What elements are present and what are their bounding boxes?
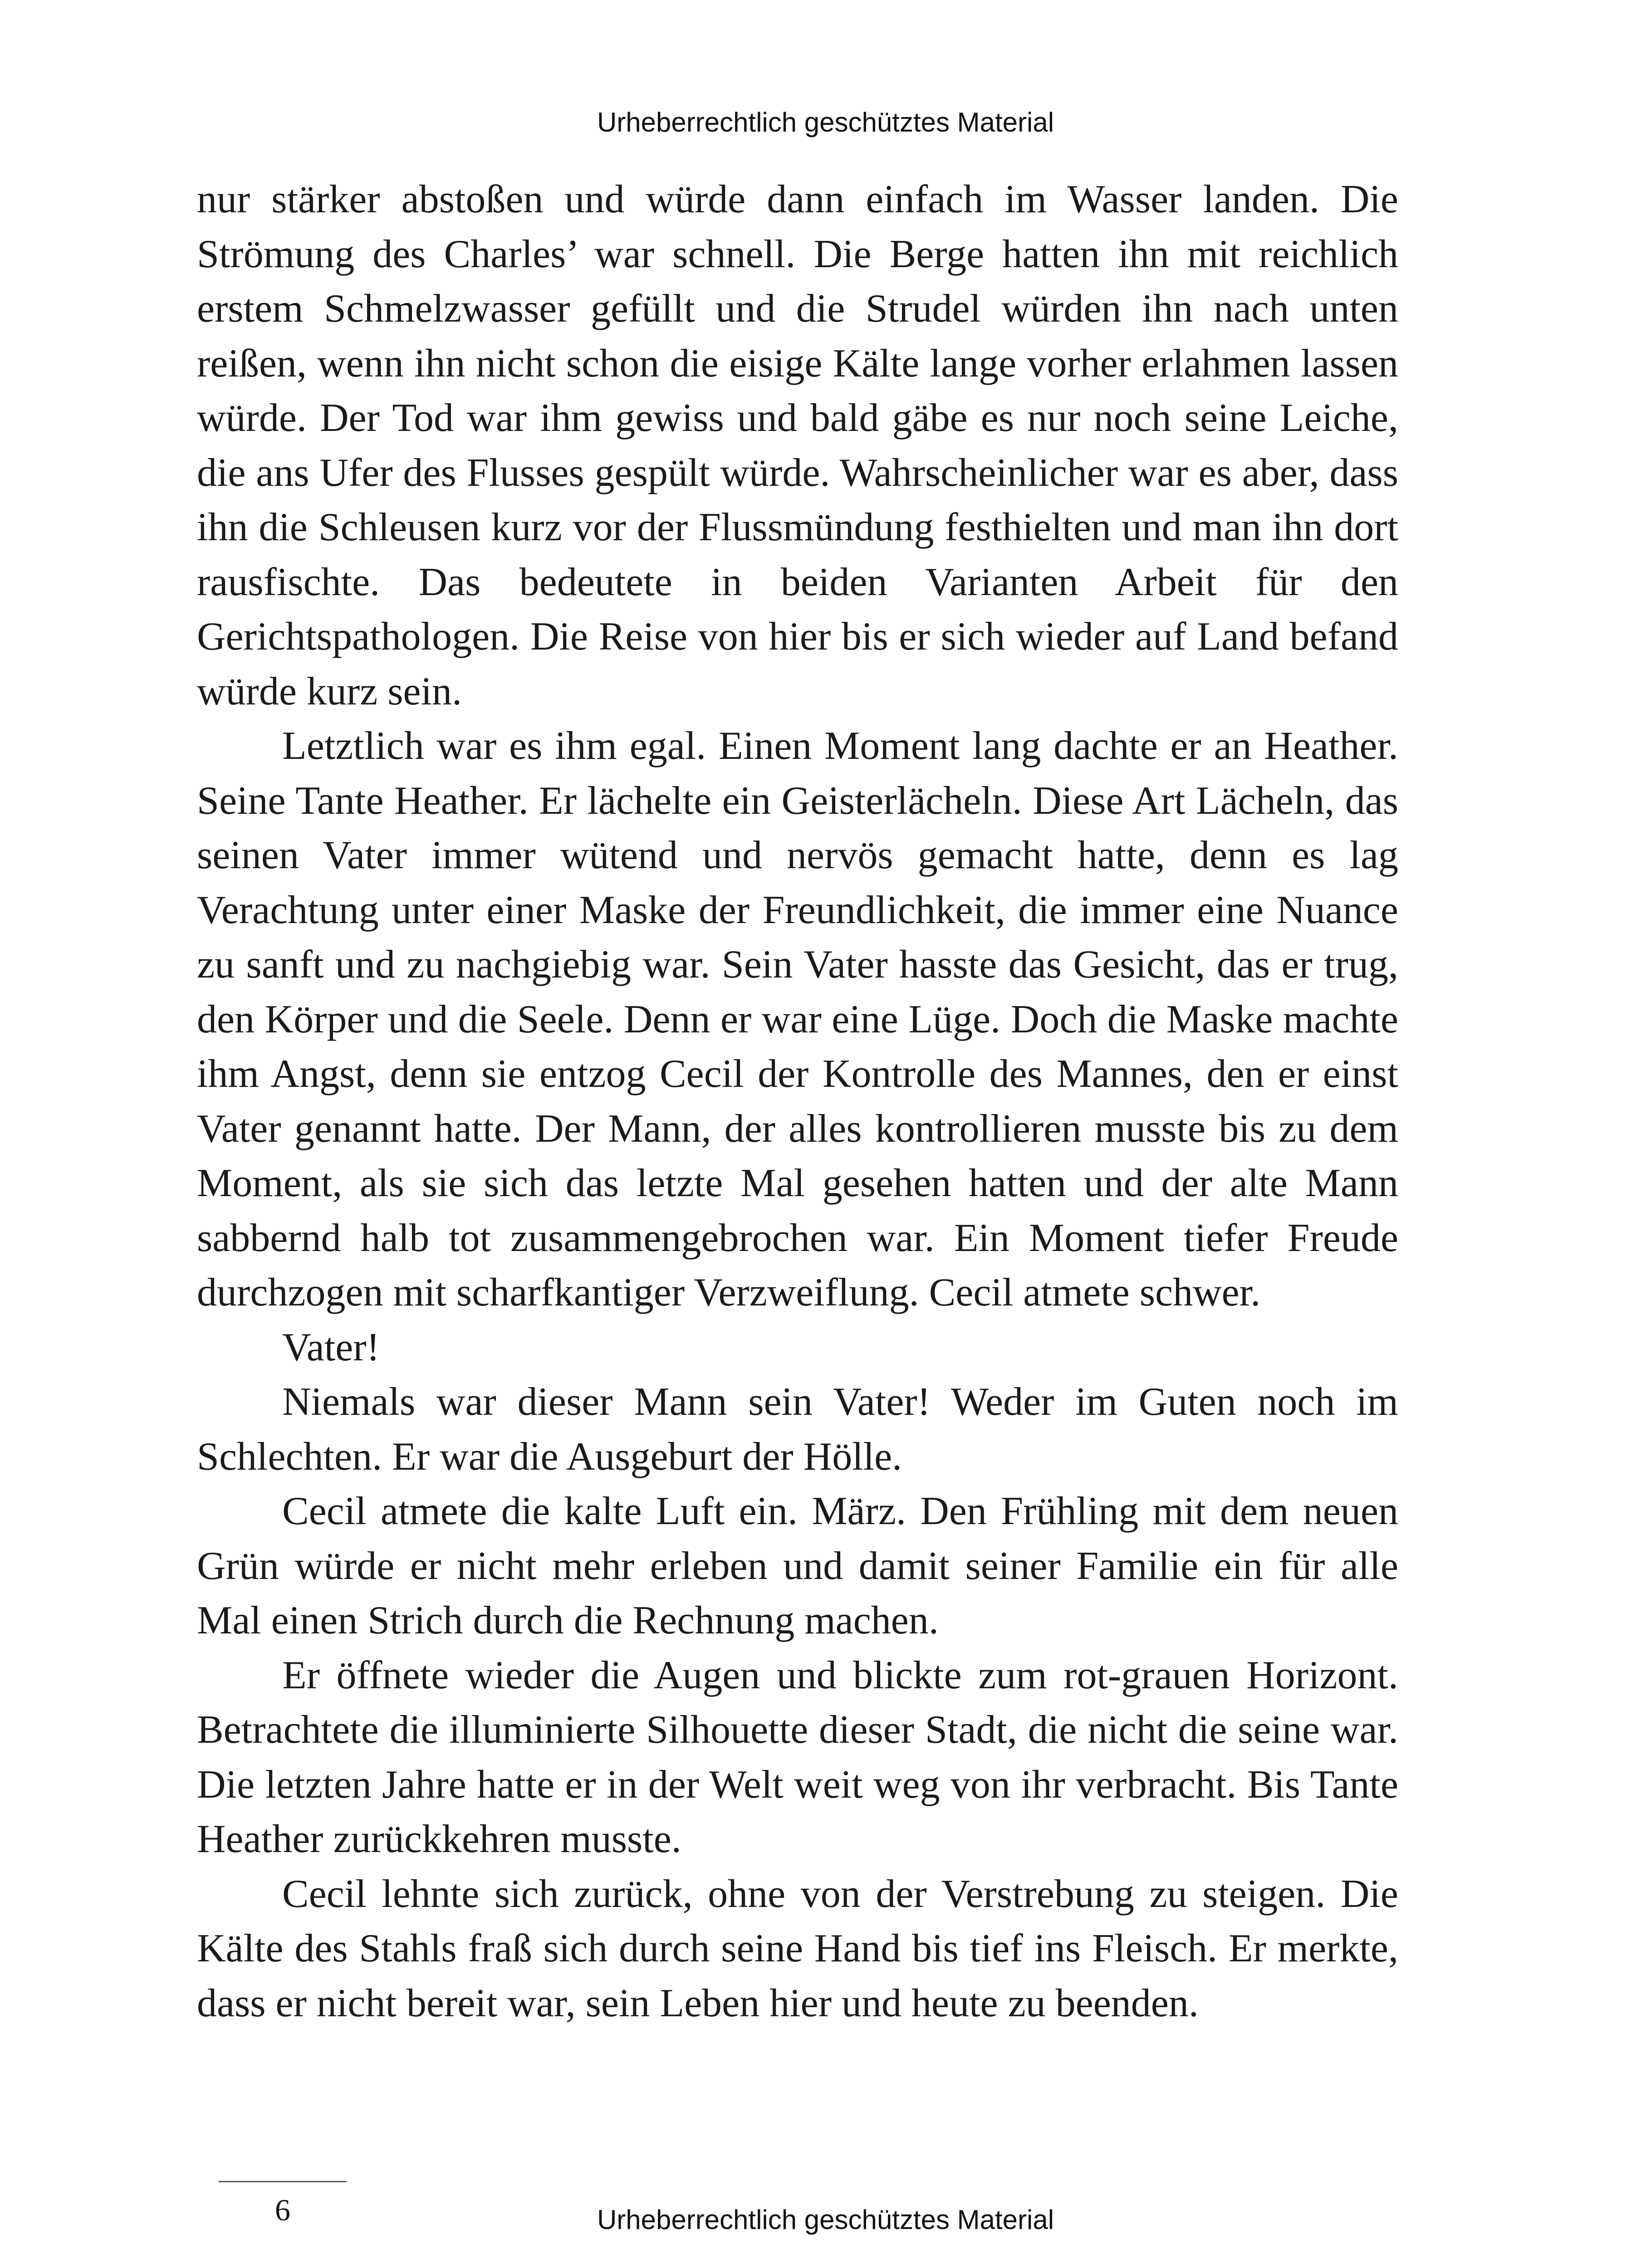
paragraph-7: Cecil lehnte sich zurück, ohne von der Verstrebung zu steigen. Die Kälte des Stahls fraß sich durch seine Hand bis tief ins Fleisch. Er merkte, dass er nicht bereit war, sein Leben hier und heute zu beenden.	[197, 1872, 1398, 2025]
copyright-watermark-top: Urheberrechtlich geschütztes Material	[597, 107, 1054, 137]
footer-rule	[219, 2181, 347, 2182]
paragraph-5: Cecil atmete die kalte Luft ein. März. Den Frühling mit dem neuen Grün würde er nicht mehr erleben und damit seiner Familie ein für alle Mal einen Strich durch die Rechnung machen.	[197, 1489, 1398, 1642]
paragraph-3: Vater!	[282, 1325, 380, 1369]
paragraph-2: Letztlich war es ihm egal. Einen Moment lang dachte er an Heather. Seine Tante Heather. Er lächelte ein Geisterlächeln. Diese Art Lächeln, das seinen Vater immer wütend und nervös gemacht hatte, denn es lag Verachtung unter einer Maske der Freundlichkeit, die immer eine Nuance zu sanft und zu nachgiebig war. Sein Vater hasste das Gesicht, das er trug, den Körper und die Seele. Denn er war eine Lüge. Doch die Maske machte ihm Angst, denn sie entzog Cecil der Kontrolle des Mannes, den er einst Vater genannt hatte. Der Mann, der alles kontrollieren musste bis zu dem Moment, als sie sich das letzte Mal gesehen hatten und der alte Mann sabbernd halb tot zusammengebrochen war. Ein Moment tiefer Freude durchzogen mit scharfkantiger Verzweiflung. Cecil atmete schwer.	[197, 724, 1398, 1315]
page-body-text	[197, 172, 1398, 2031]
page-number: 6	[275, 2193, 290, 2227]
paragraph-4: Niemals war dieser Mann sein Vater! Weder im Guten noch im Schlechten. Er war die Ausgeburt der Hölle.	[197, 1380, 1398, 1479]
copyright-watermark-bottom: Urheberrechtlich geschütztes Material	[597, 2204, 1054, 2235]
paragraph-6: Er öffnete wieder die Augen und blickte zum rot-grauen Horizont. Betrachtete die illuminierte Silhouette dieser Stadt, die nicht die seine war. Die letzten Jahre hatte er in der Welt weit weg von ihr verbracht. Bis Tante Heather zurückkehren musste.	[197, 1653, 1398, 1861]
paragraph-1: nur stärker abstoßen und würde dann einfach im Wasser landen. Die Strömung des Charles’ war schnell. Die Berge hatten ihn mit reichlich erstem Schmelzwasser gefüllt und die Strudel würden ihn nach unten reißen, wenn ihn nicht schon die eisige Kälte lange vorher erlahmen lassen würde. Der Tod war ihm gewiss und bald gäbe es nur noch seine Leiche, die ans Ufer des Flusses gespült würde. Wahrscheinlicher war es aber, dass ihn die Schleusen kurz vor der Flussmündung festhielten und man ihn dort rausfischte. Das bedeutete in beiden Varianten Arbeit für den Gerichtspathologen. Die Reise von hier bis er sich wieder auf Land befand würde kurz sein.	[197, 177, 1398, 714]
